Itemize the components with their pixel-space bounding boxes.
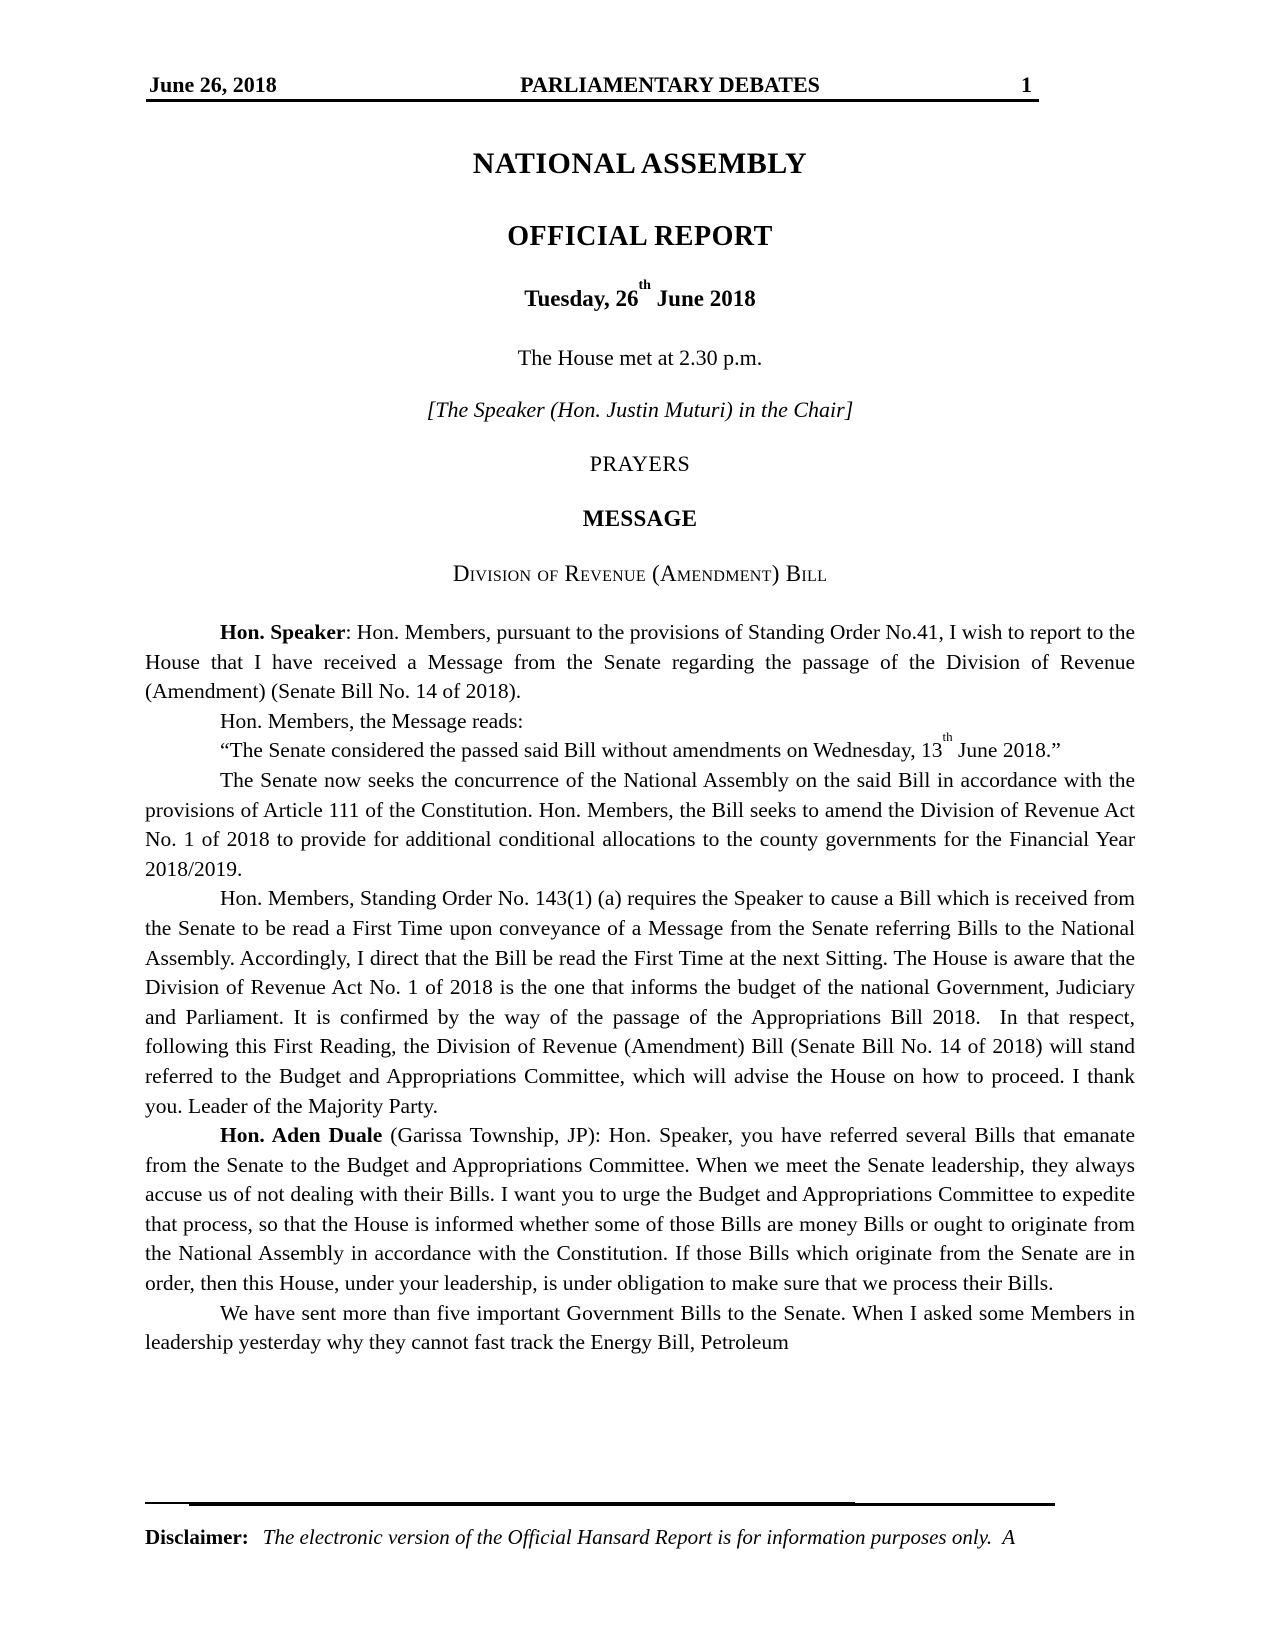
header-title: PARLIAMENTARY DEBATES <box>520 72 820 97</box>
running-header <box>145 0 1135 104</box>
message-heading: MESSAGE <box>582 506 698 531</box>
sitting-date-ordinal: th <box>638 278 651 294</box>
paragraph <box>145 1299 1141 1358</box>
text-segment: “The Senate considered the passed said Bill without amendments on Wednesday, 13 <box>220 738 943 763</box>
sitting-date <box>145 278 1135 314</box>
disclaimer-label: Disclaimer: <box>145 1525 249 1549</box>
text-segment: Hon. Members, the Message reads: <box>220 708 524 733</box>
paragraph <box>145 729 1135 766</box>
body-paragraphs <box>145 618 1141 1358</box>
page-footer <box>145 1501 1135 1550</box>
header-rule <box>146 99 1039 102</box>
header-date: June 26, 2018 <box>149 72 277 97</box>
assembly-title: NATIONAL ASSEMBLY <box>472 147 808 180</box>
paragraph <box>145 707 1135 737</box>
text-segment: We have sent more than five important Government Bills to the Senate. When I asked some Members in leadership yesterday why they cannot fast track the Energy Bill, Petroleum <box>145 1300 1141 1355</box>
page-content <box>145 0 1141 1358</box>
sitting-date-prefix: Tuesday, 26 <box>524 286 639 311</box>
text-segment: June 2018.” <box>952 738 1061 763</box>
disclaimer <box>145 1524 1135 1550</box>
text-segment: : Hon. Members, pursuant to the provisions of Standing Order No.41, I wish to report to the House that I have received a Message from the Senate regarding the passage of the Division of Revenue (Amendment) (Senate Bill No. 14 of 2018). <box>145 620 1141 704</box>
bill-heading: Division of Revenue (Amendment) Bill <box>452 561 828 586</box>
footer-rule <box>145 1501 1135 1507</box>
text-segment: The Senate now seeks the concurrence of the National Assembly on the said Bill in accordance with the provisions of Article 111 of the Constitution. Hon. Members, the Bill seeks to amend the Division of Revenue Act No. 1 of 2018 to provide for additional conditional allocations to the county governments for the Financial Year 2018/2019. <box>145 767 1141 881</box>
masthead <box>145 146 1135 587</box>
chair-note: [The Speaker (Hon. Justin Muturi) in the Chair] <box>426 397 854 422</box>
paragraph <box>145 618 1141 707</box>
disclaimer-text: The electronic version of the Official Hansard Report is for information purposes only. A <box>262 1525 1016 1549</box>
paragraph <box>145 884 1141 1121</box>
speaker-name: Hon. Speaker <box>220 620 346 644</box>
text-segment: th <box>942 729 953 745</box>
sitting-date-suffix: June 2018 <box>650 286 756 311</box>
text-segment: Hon. Members, Standing Order No. 143(1) (a) requires the Speaker to cause a Bill which is received from the Senate to be read a First Time upon conveyance of a Message from the Senate referring Bills to the National Assembly. Accordingly, I direct that the Bill be read the First Time at the next Sitting. The House is aware that the Division of Revenue Act No. 1 of 2018 is the one that informs the budget of the national Government, Judiciary and Parliament. It is confirmed by the way of the passage of the Appropriations Bill 2018. In that respect, following this First Reading, the Division of Revenue (Amendment) Bill (Senate Bill No. 14 of 2018) will stand referred to the Budget and Appropriations Committee, which will advise the House on how to proceed. I thank you. Leader of the Majority Party. <box>145 886 1141 1118</box>
paragraph <box>145 766 1141 884</box>
speaker-name: Hon. Aden Duale <box>220 1123 383 1148</box>
paragraph <box>145 1121 1141 1299</box>
report-title: OFFICIAL REPORT <box>507 221 773 252</box>
text-segment: (Garissa Township, JP): Hon. Speaker, you have referred several Bills that emanate from the Senate to the Budget and Appropriations Committee. When we meet the Senate leadership, they always accuse us of not dealing with their Bills. I want you to urge the Budget and Appropriations Committee to expedite that process, so that the House is informed whether some of those Bills are money Bills or ought to originate from the National Assembly in accordance with the Constitution. If those Bills which originate from the Senate are in order, then this House, under your leadership, is under obligation to make sure that we process their Bills. <box>145 1123 1141 1296</box>
footer-rule-segment <box>189 1503 1055 1506</box>
prayers-heading: PRAYERS <box>589 451 691 476</box>
header-page-number: 1 <box>1021 72 1032 97</box>
house-met-line: The House met at 2.30 p.m. <box>517 345 763 370</box>
